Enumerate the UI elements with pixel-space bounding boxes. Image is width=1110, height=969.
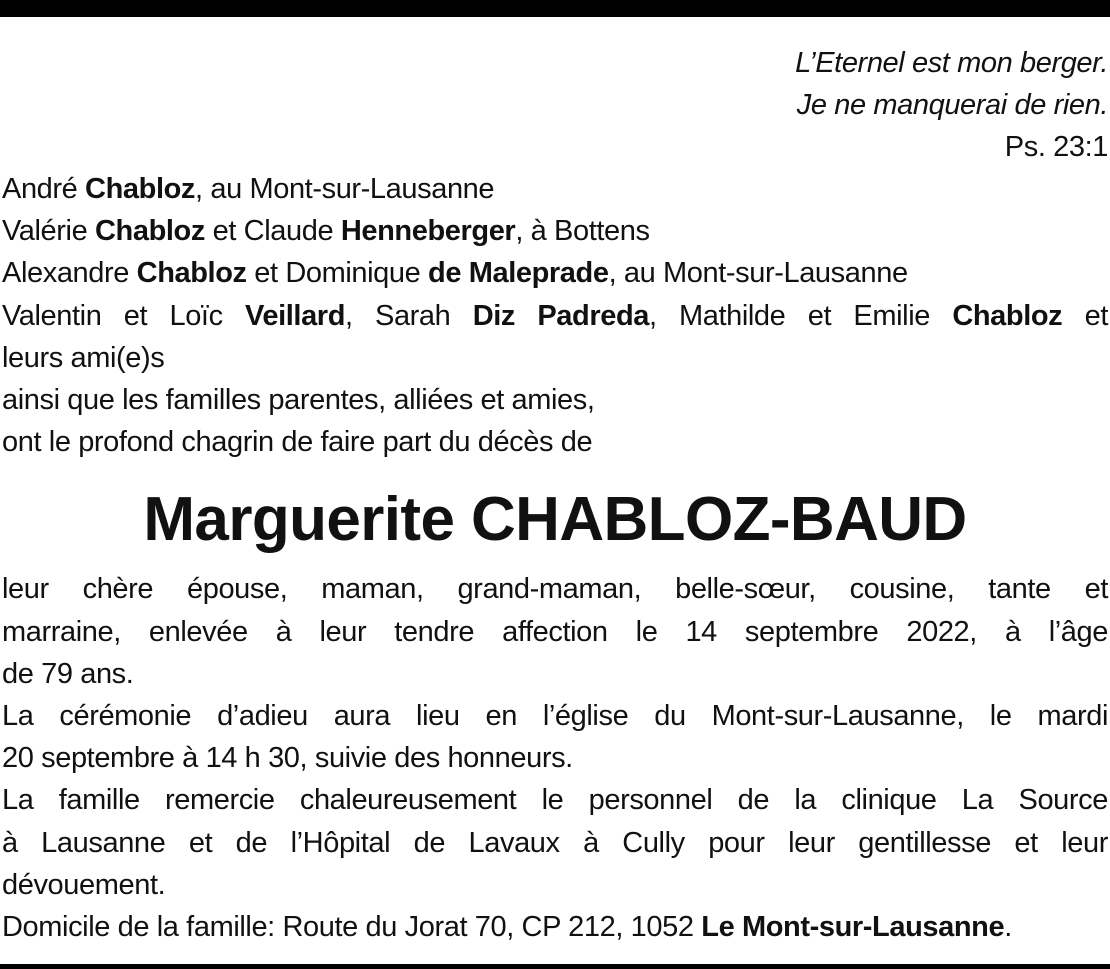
top-rule: [0, 0, 1110, 17]
text-segment: ont le profond chagrin de faire part du décès de: [2, 426, 593, 458]
text-segment: Valérie: [2, 215, 95, 247]
body-line: [2, 655, 1108, 693]
body-line: [2, 739, 1108, 777]
text-segment: André: [2, 173, 86, 205]
text-segment: à Lausanne et de l’Hôpital de Lavaux à Cully pour leur gentillesse et leur: [2, 827, 1108, 859]
epigraph-line-2: Je ne manquerai de rien.: [796, 89, 1108, 121]
family-line: [2, 212, 1108, 250]
body-line: [2, 697, 1108, 735]
family-line: [2, 339, 1108, 377]
text-segment: et Dominique: [246, 257, 429, 289]
text-segment: de 79 ans.: [2, 658, 134, 690]
text-segment: Valentin et Loïc: [2, 300, 246, 332]
name-bold: Le Mont-sur-Lausanne: [701, 911, 1005, 943]
text-segment: dévouement.: [2, 869, 166, 901]
text-segment: Domicile de la famille: Route du Jorat 70, CP 212, 1052: [2, 911, 702, 943]
text-segment: leur chère épouse, maman, grand-maman, belle-sœur, cousine, tante et: [2, 573, 1108, 605]
text-segment: Alexandre: [2, 257, 137, 289]
name-bold: Chabloz: [952, 300, 1063, 332]
text-segment: .: [1004, 911, 1012, 943]
text-segment: La cérémonie d’adieu aura lieu en l’église du Mont-sur-Lausanne, le mardi: [2, 700, 1108, 732]
text-segment: marraine, enlevée à leur tendre affection le 14 septembre 2022, à l’âge: [2, 616, 1108, 648]
name-bold: Henneberger: [340, 215, 516, 247]
text-segment: et: [1062, 300, 1109, 332]
body-line: [2, 908, 1108, 946]
family-line: [2, 381, 1108, 419]
family-line: [2, 254, 1108, 292]
body-line: [2, 570, 1108, 608]
text-segment: , Sarah: [345, 300, 473, 332]
name-bold: Chabloz: [94, 215, 205, 247]
deceased-name: Marguerite CHABLOZ-BAUD: [143, 485, 967, 554]
body-line: [2, 824, 1108, 862]
body-line: [2, 781, 1108, 819]
name-bold: Veillard: [245, 300, 346, 332]
body-line: [2, 613, 1108, 651]
epigraph-reference: Ps. 23:1: [1004, 131, 1108, 163]
family-line: [2, 297, 1108, 335]
name-bold: Chabloz: [85, 173, 196, 205]
family-line: [2, 423, 1108, 461]
epigraph-line-1: L’Eternel est mon berger.: [795, 47, 1108, 79]
bottom-rule: [0, 964, 1110, 969]
text-segment: et Claude: [204, 215, 341, 247]
text-segment: , au Mont-sur-Lausanne: [608, 257, 908, 289]
body-line: [2, 866, 1108, 904]
text-segment: , à Bottens: [515, 215, 650, 247]
name-bold: Chabloz: [136, 257, 247, 289]
text-segment: , au Mont-sur-Lausanne: [195, 173, 495, 205]
name-bold: de Maleprade: [428, 257, 609, 289]
text-segment: ainsi que les familles parentes, alliées et amies,: [2, 384, 595, 416]
text-segment: leurs ami(e)s: [2, 342, 165, 374]
text-segment: , Mathilde et Emilie: [649, 300, 953, 332]
text-segment: La famille remercie chaleureusement le personnel de la clinique La Source: [2, 784, 1108, 816]
family-line: [2, 170, 1108, 208]
name-bold: Diz Padreda: [472, 300, 649, 332]
text-segment: 20 septembre à 14 h 30, suivie des honneurs.: [2, 742, 573, 774]
